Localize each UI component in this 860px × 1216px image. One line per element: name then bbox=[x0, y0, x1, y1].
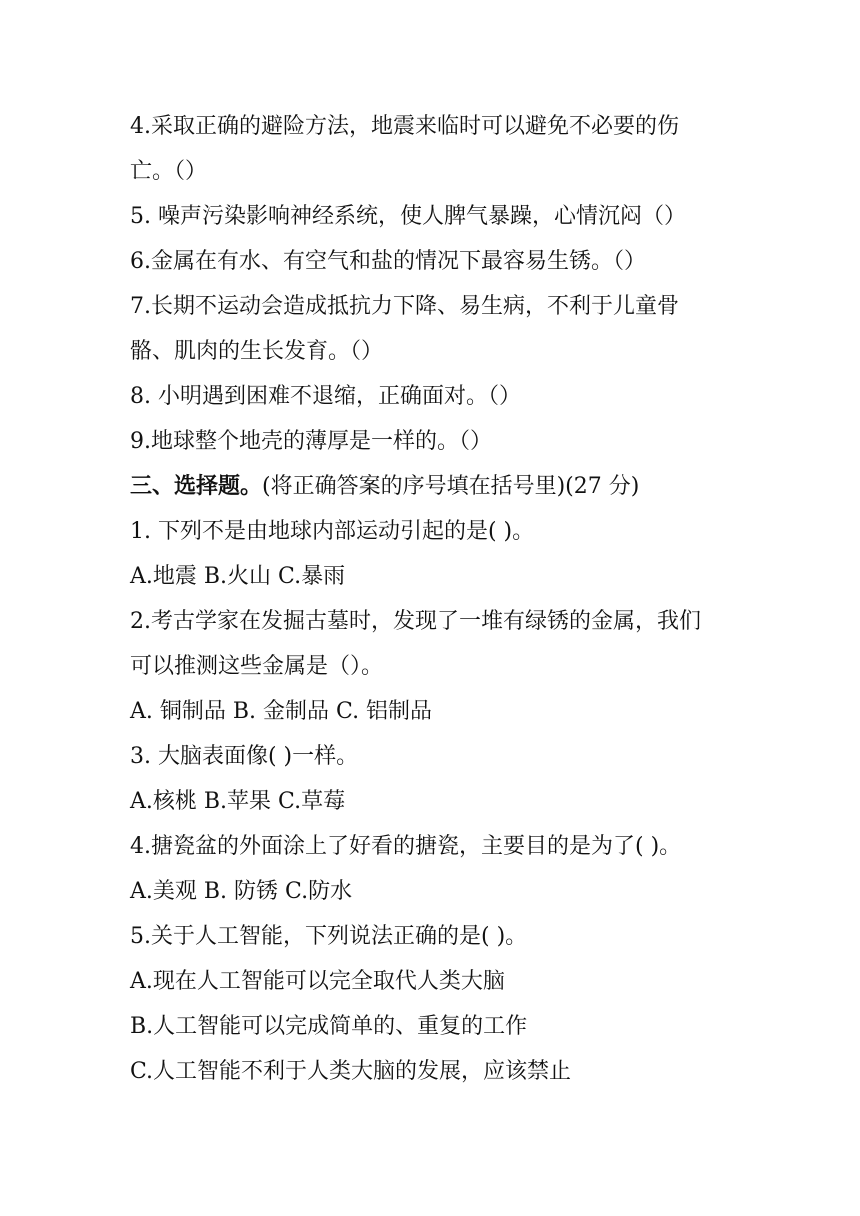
judgement-item-8 bbox=[130, 374, 750, 419]
choice-item-5-option-a: A.现在人工智能可以完全取代人类大脑 bbox=[130, 969, 505, 994]
judgement-item-6-line-1: 6.金属在有水、有空气和盐的情况下最容易生锈。（） bbox=[130, 249, 646, 274]
choice-item-3 bbox=[130, 734, 750, 824]
judgement-item-8-line-1: 8. 小明遇到困难不退缩，正确面对。（） bbox=[130, 384, 521, 409]
judgement-item-7-line-2: 骼、肌肉的生长发育。（） bbox=[130, 339, 384, 364]
choice-item-3-options: A.核桃 B.苹果 C.草莓 bbox=[130, 789, 346, 814]
choice-item-1-question: 1. 下列不是由地球内部运动引起的是( )。 bbox=[130, 519, 535, 544]
judgement-item-7 bbox=[130, 284, 750, 374]
judgement-item-5-line-1: 5. 噪声污染影响神经系统，使人脾气暴躁，心情沉闷（） bbox=[130, 204, 686, 229]
choice-item-5-option-c: C.人工智能不利于人类大脑的发展，应该禁止 bbox=[130, 1059, 572, 1084]
choice-item-2-question-line-2: 可以推测这些金属是（）。 bbox=[130, 654, 384, 679]
judgement-item-6 bbox=[130, 239, 750, 284]
choice-item-4-question: 4.搪瓷盆的外面涂上了好看的搪瓷，主要目的是为了( )。 bbox=[130, 834, 682, 859]
judgement-item-4-line-1: 4.采取正确的避险方法，地震来临时可以避免不必要的伤 bbox=[130, 114, 679, 139]
judgement-item-5 bbox=[130, 194, 750, 239]
choice-item-2 bbox=[130, 599, 750, 734]
choice-item-5-question: 5.关于人工智能，下列说法正确的是( )。 bbox=[130, 924, 528, 949]
judgement-item-7-line-1: 7.长期不运动会造成抵抗力下降、易生病，不利于儿童骨 bbox=[130, 294, 679, 319]
document-content bbox=[130, 104, 750, 1094]
judgement-item-9 bbox=[130, 419, 750, 464]
judgement-item-4 bbox=[130, 104, 750, 194]
choice-item-3-question: 3. 大脑表面像( )一样。 bbox=[130, 744, 359, 769]
choice-item-1 bbox=[130, 509, 750, 599]
choice-item-4 bbox=[130, 824, 750, 914]
section-3-title: 三、选择题。 bbox=[130, 473, 263, 499]
judgement-item-9-line-1: 9.地球整个地壳的薄厚是一样的。（） bbox=[130, 429, 492, 454]
choice-item-4-options: A.美观 B. 防锈 C.防水 bbox=[130, 879, 353, 904]
choice-item-5-option-b: B.人工智能可以完成简单的、重复的工作 bbox=[130, 1014, 528, 1039]
section-3-heading bbox=[130, 464, 750, 509]
choice-item-2-question-line-1: 2.考古学家在发掘古墓时，发现了一堆有绿锈的金属，我们 bbox=[130, 609, 701, 634]
section-3-note: (将正确答案的序号填在括号里)(27 分) bbox=[262, 474, 640, 499]
judgement-item-4-line-2: 亡。（） bbox=[130, 159, 208, 184]
choice-item-2-options: A. 铜制品 B. 金制品 C. 铝制品 bbox=[130, 699, 433, 724]
choice-item-1-options: A.地震 B.火山 C.暴雨 bbox=[130, 564, 346, 589]
choice-item-5 bbox=[130, 914, 750, 1094]
